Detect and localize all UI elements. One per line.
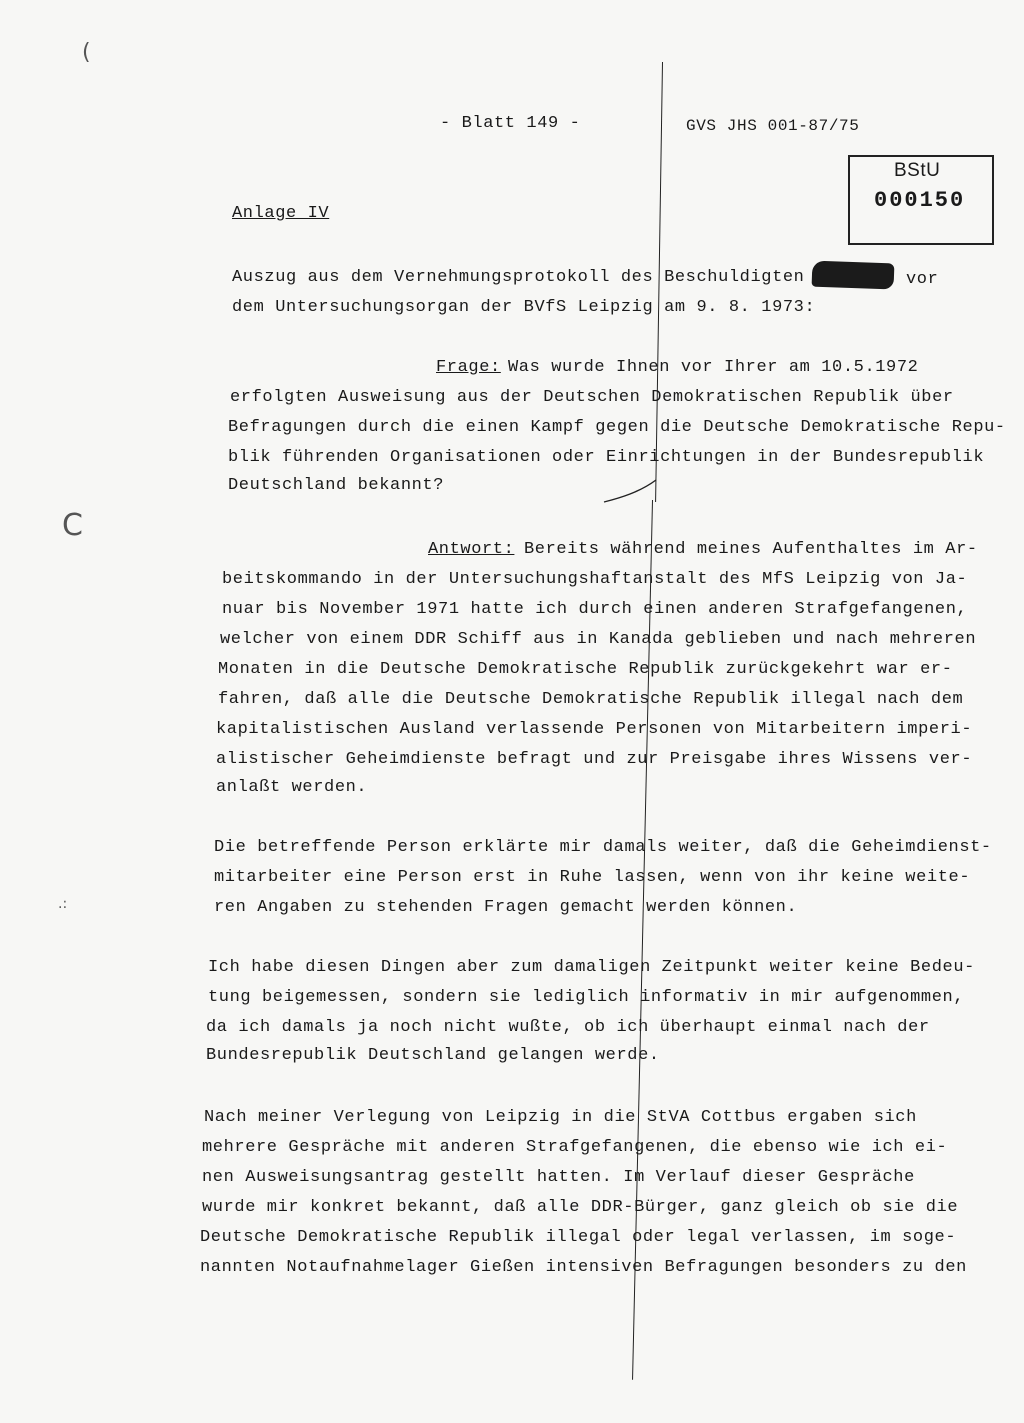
margin-dot-mark: .: bbox=[58, 896, 68, 912]
paragraph3-line-3: da ich damals ja noch nicht wußte, ob ich überhaupt einmal nach der bbox=[206, 1018, 930, 1037]
question-line-5: Deutschland bekannt? bbox=[228, 476, 445, 495]
intro-line-2: dem Untersuchungsorgan der BVfS Leipzig am 9. 8. 1973: bbox=[232, 298, 816, 317]
redaction-block bbox=[812, 261, 895, 290]
question-line-1: Was wurde Ihnen vor Ihrer am 10.5.1972 bbox=[508, 358, 919, 377]
paragraph4-line-4: wurde mir konkret bekannt, daß alle DDR-Bürger, ganz gleich ob sie die bbox=[202, 1198, 959, 1217]
punch-hole-mark: C bbox=[62, 508, 83, 543]
answer-line-4: welcher von einem DDR Schiff aus in Kanada geblieben und nach mehreren bbox=[220, 630, 977, 649]
paragraph4-line-5: Deutsche Demokratische Republik illegal oder legal verlassen, im soge- bbox=[200, 1228, 957, 1247]
answer-line-1: Bereits während meines Aufenthaltes im Ar- bbox=[524, 540, 978, 559]
paragraph3-line-1: Ich habe diesen Dingen aber zum damaligen Zeitpunkt weiter keine Bedeu- bbox=[208, 958, 975, 977]
answer-label: Antwort: bbox=[428, 540, 515, 559]
paragraph4-line-6: nannten Notaufnahmelager Gießen intensiven Befragungen besonders zu den bbox=[200, 1258, 967, 1277]
margin-tick-mark: ( bbox=[82, 40, 91, 65]
paragraph4-line-2: mehrere Gespräche mit anderen Strafgefangenen, die ebenso wie ich ei- bbox=[202, 1138, 948, 1157]
answer-line-7: kapitalistischen Ausland verlassende Personen von Mitarbeitern imperi- bbox=[216, 720, 973, 739]
paragraph3-line-2: tung beigemessen, sondern sie lediglich informativ in mir aufgenommen, bbox=[208, 988, 965, 1007]
question-line-4: blik führenden Organisationen oder Einrichtungen in der Bundesrepublik bbox=[228, 448, 985, 467]
answer-line-6: fahren, daß alle die Deutsche Demokratische Republik illegal nach dem bbox=[218, 690, 964, 709]
paragraph2-line-3: ren Angaben zu stehenden Fragen gemacht werden können. bbox=[214, 898, 798, 917]
answer-line-8: alistischer Geheimdienste befragt und zur Preisgabe ihres Wissens ver- bbox=[216, 750, 973, 769]
attachment-title: Anlage IV bbox=[232, 204, 330, 223]
document-reference: GVS JHS 001-87/75 bbox=[686, 117, 860, 135]
question-label: Frage: bbox=[436, 358, 501, 377]
paragraph4-line-1: Nach meiner Verlegung von Leipzig in die StVA Cottbus ergaben sich bbox=[204, 1108, 917, 1127]
paragraph3-line-4: Bundesrepublik Deutschland gelangen werde. bbox=[206, 1046, 660, 1065]
question-line-2: erfolgten Ausweisung aus der Deutschen Demokratischen Republik über bbox=[230, 388, 954, 407]
answer-line-9: anlaßt werden. bbox=[216, 778, 368, 797]
answer-line-5: Monaten in die Deutsche Demokratische Republik zurückgekehrt war er- bbox=[218, 660, 953, 679]
paragraph2-line-1: Die betreffende Person erklärte mir damals weiter, daß die Geheimdienst- bbox=[214, 838, 992, 857]
stamp-agency: BStU bbox=[894, 160, 941, 181]
paragraph2-line-2: mitarbeiter eine Person erst in Ruhe lassen, wenn von ihr keine weite- bbox=[214, 868, 971, 887]
stamp-number: 000150 bbox=[874, 188, 966, 213]
answer-line-2: beitskommando in der Untersuchungshaftanstalt des MfS Leipzig von Ja- bbox=[222, 570, 968, 589]
intro-line-1: Auszug aus dem Vernehmungsprotokoll des Beschuldigten bbox=[232, 268, 805, 287]
intro-line-1-end: vor bbox=[906, 270, 939, 289]
paragraph4-line-3: nen Ausweisungsantrag gestellt hatten. Im Verlauf dieser Gespräche bbox=[202, 1168, 915, 1187]
question-line-3: Befragungen durch die einen Kampf gegen die Deutsche Demokratische Repu- bbox=[228, 418, 1006, 437]
sheet-number: - Blatt 149 - bbox=[440, 114, 581, 133]
answer-line-3: nuar bis November 1971 hatte ich durch einen anderen Strafgefangenen, bbox=[222, 600, 968, 619]
pen-stroke-mark bbox=[600, 476, 660, 506]
